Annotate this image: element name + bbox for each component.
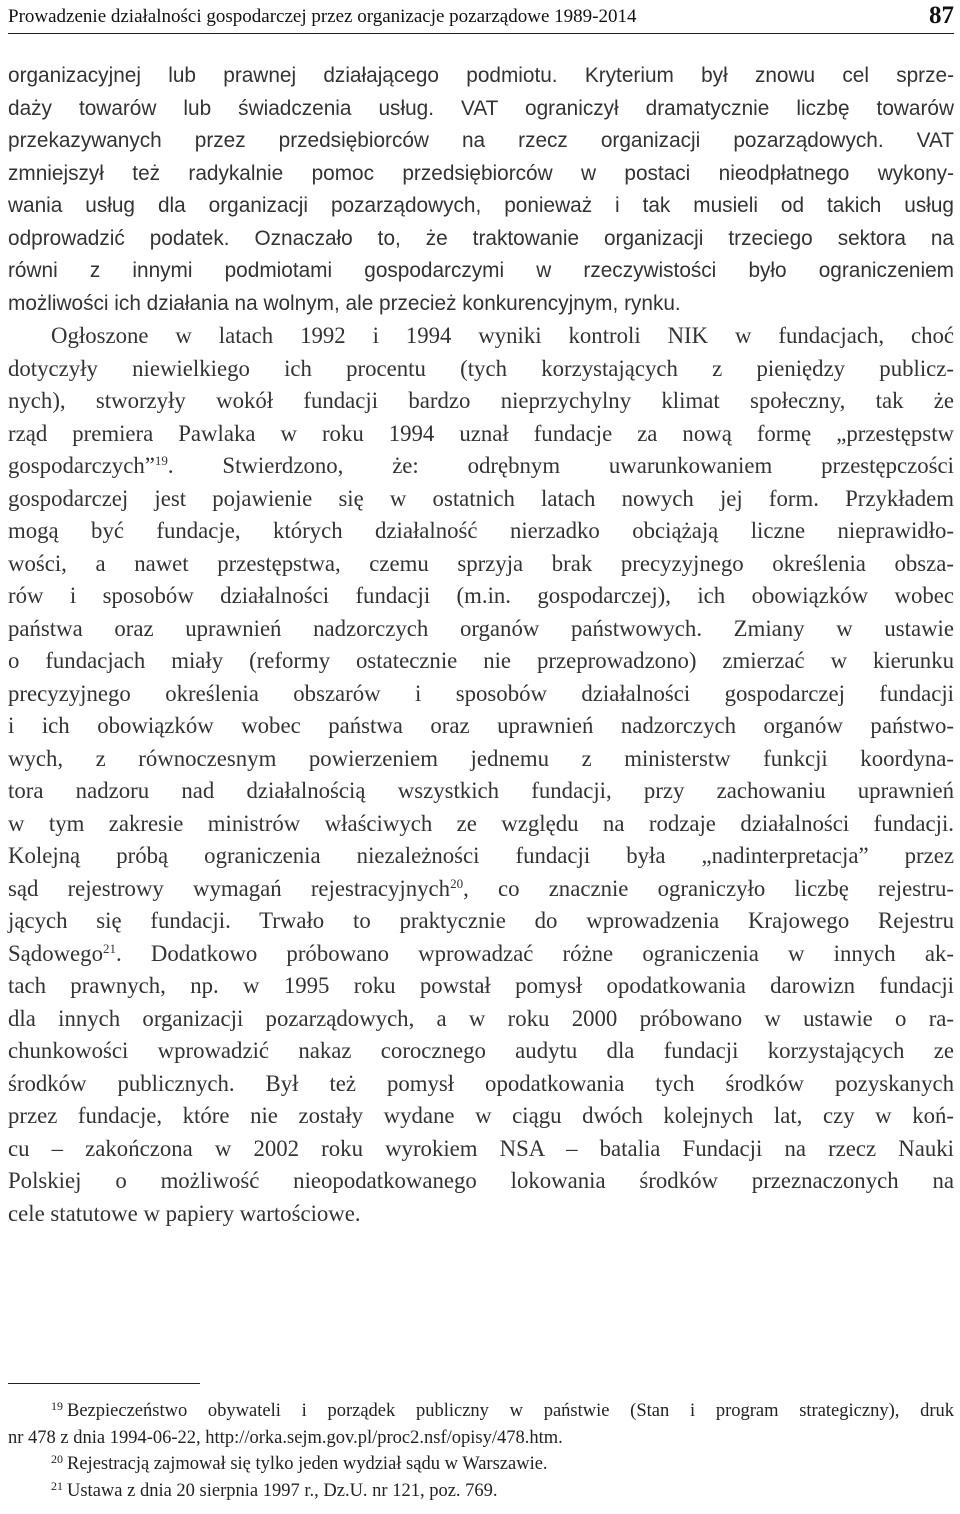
footnote-mark: 19 bbox=[51, 1399, 63, 1413]
text-span: . Stwierdzono, że: odrębnym uwarunkowaniem przestępczości bbox=[167, 453, 954, 478]
text-line: Polskiej o możliwość nieopodatkowanego lokowania środków przeznaczonych na bbox=[8, 1168, 954, 1193]
footnotes bbox=[8, 1398, 954, 1504]
footnote-text: Ustawa z dnia 20 sierpnia 1997 r., Dz.U. nr 121, poz. 769. bbox=[67, 1480, 498, 1501]
text-line: precyzyjnego określenia obszarów i sposobów działalności gospodarczej fundacji bbox=[8, 680, 954, 706]
footnote-divider bbox=[8, 1383, 200, 1384]
text-line: rząd premiera Pawlaka w roku 1994 uznał fundacje za nową formę „przestępstw bbox=[8, 420, 954, 446]
text-line: o fundacjach miały (reformy ostatecznie nie przeprowadzono) zmierzać w kierunku bbox=[8, 648, 954, 673]
text-line: w tym zakresie ministrów właściwych ze względu na rodzaje działalności fundacji. bbox=[8, 810, 954, 836]
text-span: gospodarczych” bbox=[8, 453, 155, 478]
text-span: Sądowego bbox=[8, 940, 103, 966]
text-line: wania usług dla organizacji pozarządowych, ponieważ i tak musieli od takich usług bbox=[8, 194, 954, 217]
text-line: i ich obowiązków wobec państwa oraz uprawnień nadzorczych organów państwo- bbox=[8, 713, 954, 738]
footnote-20 bbox=[8, 1451, 954, 1478]
paragraph-2 bbox=[8, 320, 954, 1230]
text-line: dla innych organizacji pozarządowych, a w roku 2000 próbowano w ustawie o ra- bbox=[8, 1005, 954, 1031]
footnote-text: Rejestracją zajmował się tylko jeden wydział sądu w Warszawie. bbox=[67, 1454, 548, 1474]
text-span: sąd rejestrowy wymagań rejestracyjnych bbox=[8, 875, 451, 901]
text-line: nych), stworzyły wokół fundacji bardzo nieprzychylny klimat społeczny, tak że bbox=[8, 388, 954, 413]
header-title: Prowadzenie działalności gospodarczej przez organizacje pozarządowe 1989-2014 bbox=[8, 6, 637, 27]
text-line: zmniejszył też radykalnie pomoc przedsiębiorców w postaci nieodpłatnego wykony- bbox=[8, 161, 954, 185]
text-line: przekazywanych przez przedsiębiorców na rzecz organizacji pozarządowych. VAT bbox=[8, 129, 954, 152]
footnote-ref-20[interactable]: 20 bbox=[450, 875, 464, 891]
footnote-19 bbox=[8, 1398, 954, 1425]
page-number: 87 bbox=[929, 2, 954, 29]
text-span: . Dodatkowo próbowano wprowadzać różne ograniczenia w innych ak- bbox=[115, 940, 954, 966]
text-line: środków publicznych. Był też pomysł opodatkowania tych środków pozyskanych bbox=[8, 1070, 954, 1096]
text-line: Kolejną próbą ograniczenia niezależności fundacji była „nadinterpretacja” przez bbox=[8, 843, 954, 868]
text-line bbox=[8, 450, 954, 483]
text-line: organizacyjnej lub prawnej działającego podmiotu. Kryterium był znowu cel sprze- bbox=[8, 64, 954, 87]
header-divider bbox=[8, 33, 954, 34]
footnote-text: Bezpieczeństwo obywateli i porządek publiczny w państwie (Stan i program strategiczny), druk bbox=[67, 1401, 954, 1421]
text-line: cu – zakończona w 2002 roku wyrokiem NSA – batalia Fundacji na rzecz Nauki bbox=[8, 1135, 954, 1161]
text-line: równi z innymi podmiotami gospodarczymi w rzeczywistości było ograniczeniem bbox=[8, 259, 954, 282]
text-line: rów i sposobów działalności fundacji (m.in. gospodarczej), ich obowiązków wobec bbox=[8, 583, 954, 608]
text-line: tora nadzoru nad działalnością wszystkich fundacji, przy zachowaniu uprawnień bbox=[8, 778, 954, 803]
text-line bbox=[8, 938, 954, 971]
text-line: odprowadzić podatek. Oznaczało to, że traktowanie organizacji trzeciego sektora na bbox=[8, 226, 954, 250]
footnote-ref-19[interactable]: 19 bbox=[154, 453, 168, 468]
footnote-19-cont: nr 478 z dnia 1994-06-22, http://orka.sejm.gov.pl/proc2.nsf/opisy/478.htm. bbox=[8, 1427, 563, 1448]
text-span: , co znacznie ograniczyło liczbę rejestru- bbox=[463, 875, 954, 901]
text-line: jących się fundacji. Trwało to praktycznie do wprowadzenia Krajowego Rejestru bbox=[8, 908, 954, 933]
text-line: mogą być fundacje, których działalność nierzadko obciążają liczne nieprawidło- bbox=[8, 518, 954, 543]
body-text bbox=[8, 60, 954, 320]
text-line: wości, a nawet przestępstwa, czemu sprzyja brak precyzyjnego określenia obsza- bbox=[8, 550, 954, 576]
text-line: cele statutowe w papiery wartościowe. bbox=[8, 1200, 361, 1226]
text-line: dotyczyły niewielkiego ich procentu (tych korzystających z pieniędzy publicz- bbox=[8, 355, 954, 381]
text-line: państwa oraz uprawnień nadzorczych organów państwowych. Zmiany w ustawie bbox=[8, 615, 954, 641]
text-line: chunkowości wprowadzić nakaz corocznego audytu dla fundacji korzystających ze bbox=[8, 1038, 954, 1063]
text-line: wych, z równoczesnym powierzeniem jednemu z ministerstw funkcji koordyna- bbox=[8, 745, 954, 771]
text-line: tach prawnych, np. w 1995 roku powstał pomysł opodatkowania darowizn fundacji bbox=[8, 973, 954, 998]
text-line bbox=[8, 873, 954, 906]
footnote-mark: 20 bbox=[51, 1452, 63, 1466]
text-line: przez fundacje, które nie zostały wydane w ciągu dwóch kolejnych lat, czy w koń- bbox=[8, 1103, 954, 1128]
footnote-ref-21[interactable]: 21 bbox=[102, 940, 116, 956]
text-line: możliwości ich działania na wolnym, ale przecież konkurencyjnym, rynku. bbox=[8, 291, 681, 315]
text-line: Ogłoszone w latach 1992 i 1994 wyniki kontroli NIK w fundacjach, choć bbox=[51, 323, 954, 348]
running-header bbox=[8, 4, 954, 30]
text-line: daży towarów lub świadczenia usług. VAT ograniczył dramatycznie liczbę towarów bbox=[8, 96, 954, 120]
paragraph-1 bbox=[8, 60, 954, 320]
footnote-mark: 21 bbox=[51, 1478, 63, 1493]
text-line: gospodarczej jest pojawienie się w ostatnich latach nowych jej form. Przykładem bbox=[8, 485, 954, 511]
footnote-21 bbox=[8, 1478, 954, 1505]
